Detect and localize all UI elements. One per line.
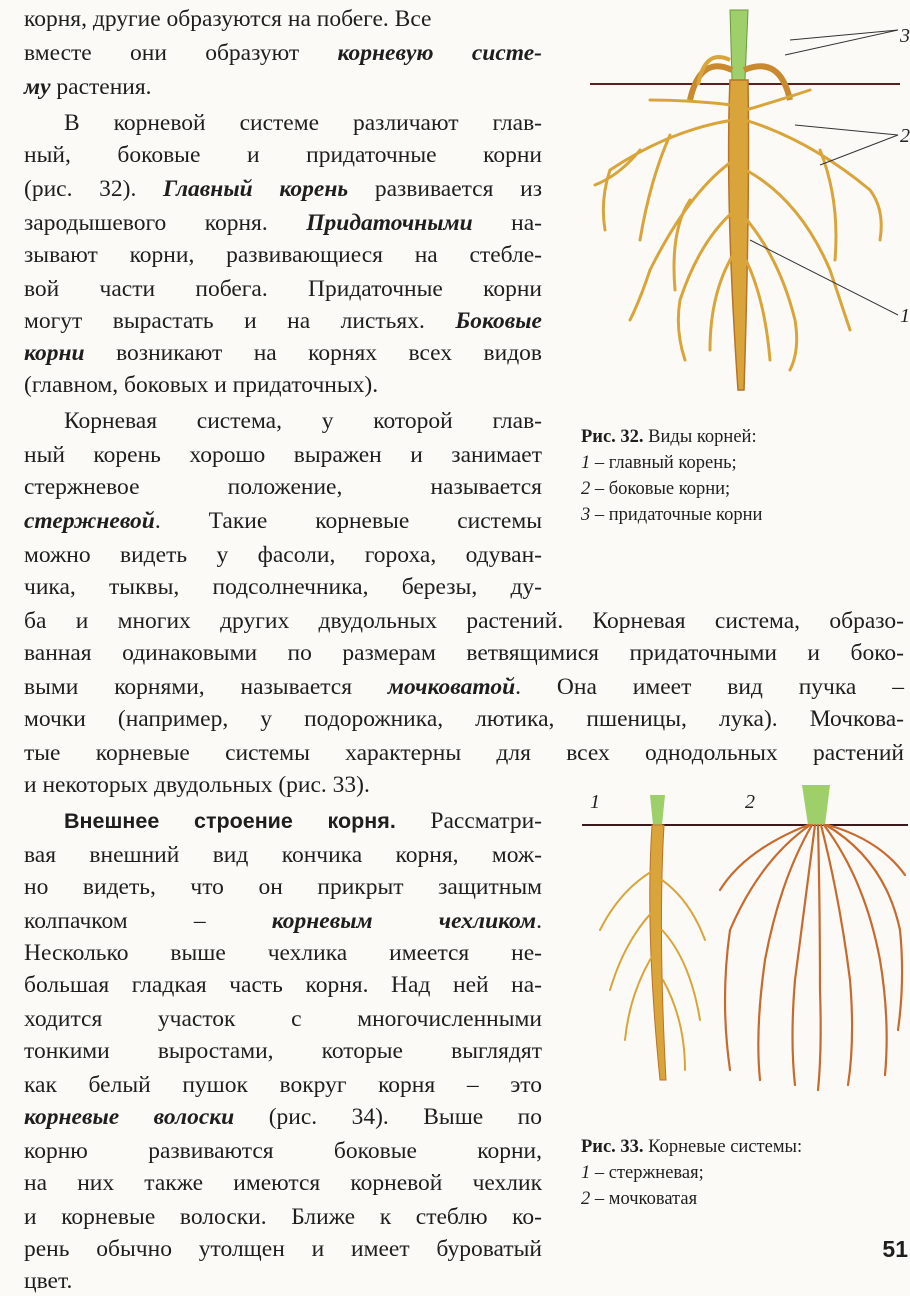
leader-lines — [750, 30, 898, 315]
text-line: Корневая система, у которой глав- — [64, 408, 542, 434]
taproot-plant-main-root — [650, 825, 666, 1080]
label-1: 1 — [590, 791, 600, 813]
term-root-hairs: корневые волоски — [24, 1104, 235, 1130]
term-fibrous: мочковатой — [387, 674, 516, 700]
text-line: вой части побега. Придаточные корни — [24, 276, 542, 302]
text-line: корни возникают на корнях всех видов — [24, 340, 542, 366]
fibrous-plant-roots — [720, 825, 905, 1090]
section-heading: Внешнее строение корня. — [64, 809, 396, 833]
text-line: зародышевого корня. Придаточными на- — [24, 210, 542, 236]
text-line: можно видеть у фасоли, гороха, одуван- — [24, 542, 542, 568]
text-line: большая гладкая часть корня. Над ней на- — [24, 972, 542, 998]
term-adventitious: Придаточными — [306, 210, 473, 236]
text-line: корня, другие образуются на побеге. Все — [24, 6, 432, 32]
label-2: 2 — [745, 791, 755, 813]
figure-32-caption-item: 1 – главный корень; — [581, 453, 737, 473]
term-root-cap: корневым чехликом — [271, 908, 537, 934]
text-line: цвет. — [24, 1268, 73, 1294]
text-line: мочки (например, у подорожника, лютика, пшеницы, лука). Мочкова- — [24, 706, 904, 732]
figure-33-caption-item: 1 – стержневая; — [581, 1163, 704, 1183]
text-line: вая внешний вид кончика корня, мож- — [24, 842, 542, 868]
adventitious-root — [698, 57, 730, 85]
label-2: 2 — [900, 125, 910, 147]
text-line: му растения. — [24, 74, 152, 100]
term-main-root: Главный корень — [163, 176, 349, 202]
figure-33-caption-title: Рис. 33. Корневые системы: — [581, 1137, 803, 1157]
text-line: стержневое положение, называется — [24, 474, 542, 500]
term-root-system: корневую систе- — [337, 40, 543, 66]
text-line: выми корнями, называется мочковатой. Она имеет вид пучка – — [24, 674, 904, 700]
taproot-plant-leaves — [650, 795, 665, 825]
text-line: чика, тыквы, подсолнечника, березы, ду- — [24, 574, 542, 600]
text-line: могут вырастать и на листьях. Боковые — [24, 308, 542, 334]
text-line: (главном, боковых и придаточных). — [24, 372, 379, 398]
text-line: ный корень хорошо выражен и занимает — [24, 442, 542, 468]
main-root — [729, 80, 749, 390]
text-line: тые корневые системы характерны для всех однодольных растений — [24, 740, 904, 766]
text-line: на них также имеются корневой чехлик — [24, 1170, 542, 1196]
text-line: ванная одинаковыми по размерам ветвящимися придаточными и боко- — [24, 640, 904, 666]
text-line: В корневой системе различают глав- — [64, 110, 542, 136]
text-line: но видеть, что он прикрыт защитным — [24, 874, 542, 900]
text-line: корню развиваются боковые корни, — [24, 1138, 542, 1164]
term-lateral: Боковые — [455, 308, 542, 334]
text-line: Внешнее строение корня. Рассматри- — [64, 808, 542, 834]
fibrous-plant-leaves — [802, 785, 830, 825]
page-number: 51 — [882, 1236, 908, 1262]
label-3: 3 — [900, 25, 910, 47]
figure-32-root-types — [580, 0, 910, 400]
figure-32-caption-item: 3 – придаточные корни — [581, 505, 763, 525]
text-line: колпачком – корневым чехликом. — [24, 908, 542, 934]
term-taproot: стержневой — [24, 508, 155, 534]
figure-32-caption-item: 2 – боковые корни; — [581, 479, 731, 499]
text-line: ба и многих других двудольных растений. Корневая система, образо- — [24, 608, 904, 634]
text-line: корневые волоски (рис. 34). Выше по — [24, 1104, 542, 1130]
text-line: стержневой. Такие корневые системы — [24, 508, 542, 534]
text-line: тонкими выростами, которые выглядят — [24, 1038, 542, 1064]
text-line: Несколько выше чехлика имеется не- — [24, 940, 542, 966]
text-line: и корневые волоски. Ближе к стеблю ко- — [24, 1204, 542, 1230]
text-line: и некоторых двудольных (рис. 33). — [24, 772, 370, 798]
figure-32-caption-title: Рис. 32. Виды корней: — [581, 427, 757, 447]
text-line: рень обычно утолщен и имеет буроватый — [24, 1236, 542, 1262]
text-line: ходится участок с многочисленными — [24, 1006, 542, 1032]
label-1: 1 — [900, 305, 910, 327]
figure-33-caption-item: 2 – мочковатая — [581, 1189, 698, 1209]
text-line: ный, боковые и придаточные корни — [24, 142, 542, 168]
figure-33-root-systems — [580, 780, 910, 1100]
text-line: как белый пушок вокруг корня – это — [24, 1072, 542, 1098]
text-line: (рис. 32). Главный корень развивается из — [24, 176, 542, 202]
text-line: зывают корни, развивающиеся на стебле- — [24, 242, 542, 268]
text-line: вместе они образуют корневую систе- — [24, 40, 543, 66]
